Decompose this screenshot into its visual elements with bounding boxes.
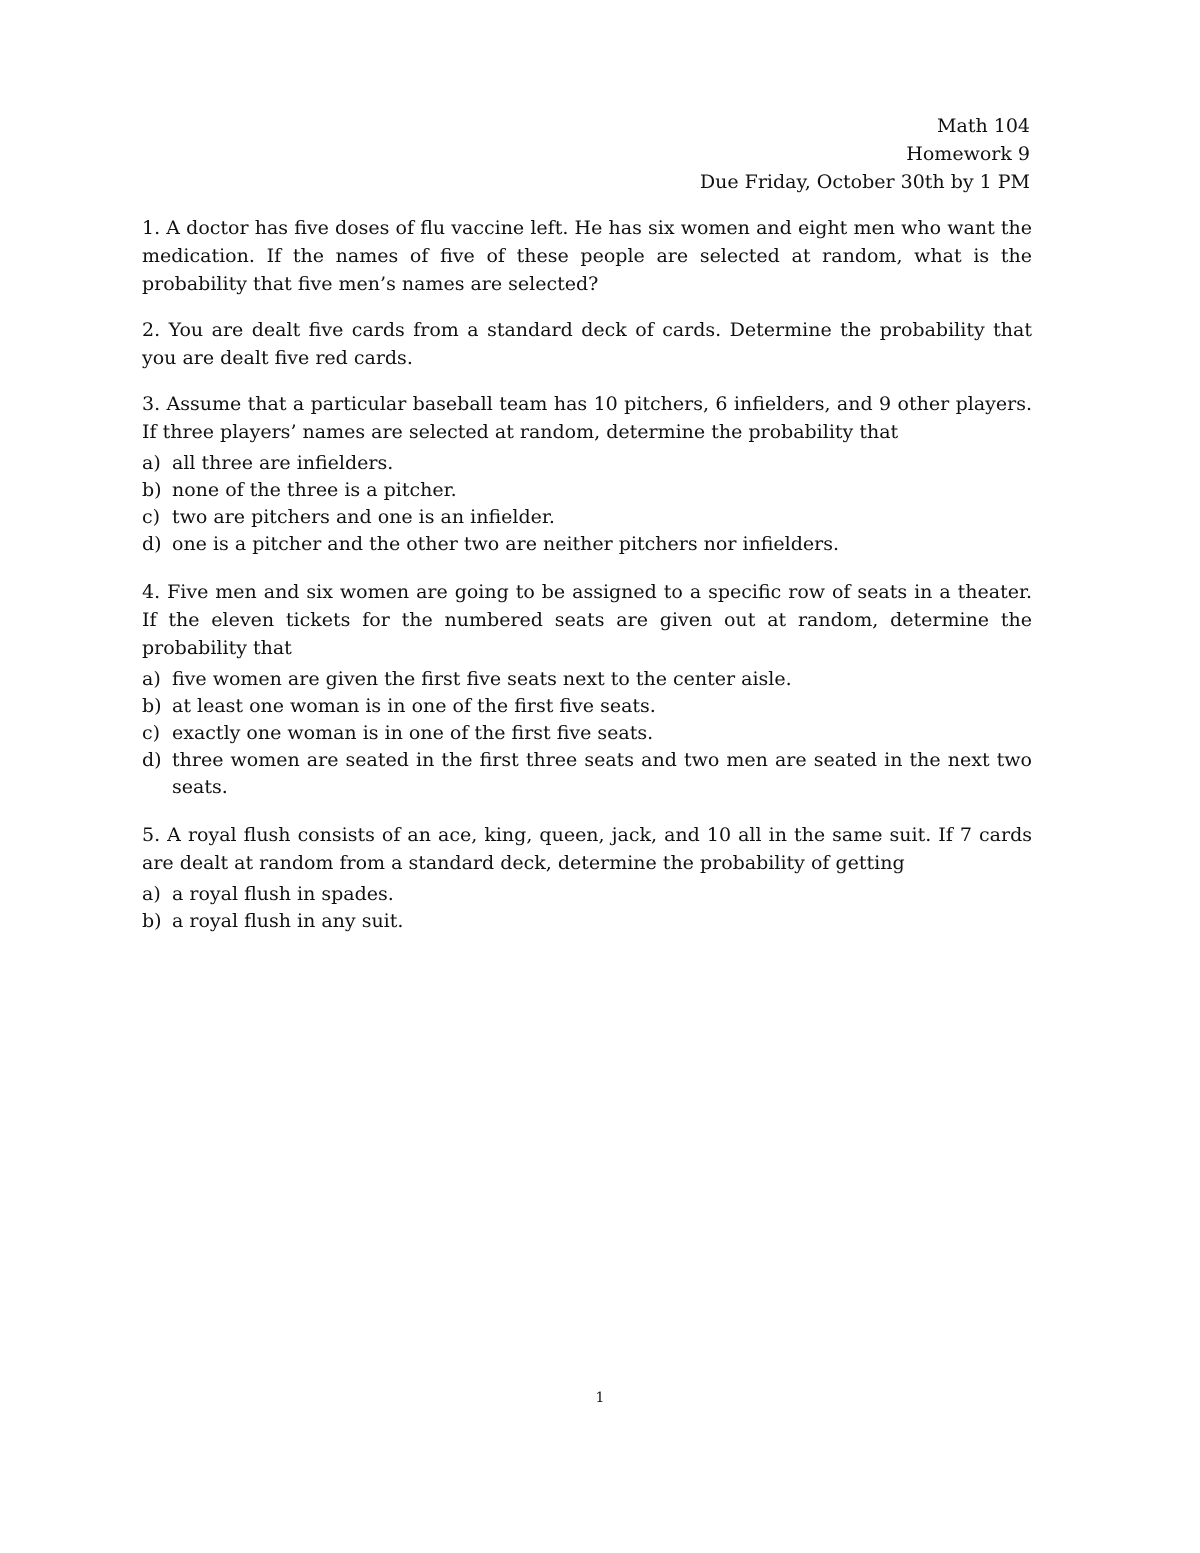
part-label: c) — [142, 506, 161, 528]
problem-2 — [142, 316, 1032, 372]
problem-3-part-b — [142, 477, 1032, 504]
document-header — [700, 112, 1030, 196]
problem-5-parts — [142, 881, 1032, 935]
part-text: at least one woman is in one of the first five seats. — [172, 695, 656, 717]
assignment-title: Homework 9 — [906, 143, 1030, 165]
problem-4-part-a — [142, 666, 1032, 693]
part-label: b) — [142, 695, 162, 717]
part-text: five women are given the first five seats next to the center aisle. — [172, 668, 792, 690]
part-text: two are pitchers and one is an infielder. — [172, 506, 555, 528]
problem-5-part-b — [142, 908, 1032, 935]
part-text: all three are infielders. — [172, 452, 394, 474]
part-text: none of the three is a pitcher. — [172, 479, 457, 501]
problem-5-text: 5. A royal flush consists of an ace, king, queen, jack, and 10 all in the same suit. If 7 cards are dealt at random from a standard deck, determine the probability of getting — [142, 824, 1032, 874]
problem-1-text: 1. A doctor has five doses of flu vaccine left. He has six women and eight men who want the medication. If the names of five of these people are selected at random, what is the probability that five men’s names are selected? — [142, 217, 1032, 295]
part-label: c) — [142, 722, 161, 744]
part-label: d) — [142, 749, 162, 771]
problem-4-parts — [142, 666, 1032, 801]
part-label: a) — [142, 452, 161, 474]
part-label: b) — [142, 479, 162, 501]
due-date: Due Friday, October 30th by 1 PM — [699, 171, 1030, 193]
problem-4-part-c — [142, 720, 1032, 747]
problem-3 — [142, 390, 1032, 558]
course-title: Math 104 — [937, 115, 1030, 137]
part-label: a) — [142, 883, 161, 905]
problem-4-part-d — [142, 747, 1032, 801]
part-label: a) — [142, 668, 161, 690]
part-label: b) — [142, 910, 162, 932]
problem-4-text: 4. Five men and six women are going to be assigned to a specific row of seats in a theater. If the eleven tickets for the numbered seats are given out at random, determine the probability that — [142, 581, 1032, 659]
problem-2-text: 2. You are dealt five cards from a standard deck of cards. Determine the probability that you are dealt five red cards. — [142, 319, 1032, 369]
part-text: a royal flush in spades. — [172, 883, 394, 905]
part-label: d) — [142, 533, 162, 555]
problem-3-parts — [142, 450, 1032, 558]
part-text: one is a pitcher and the other two are neither pitchers nor infielders. — [172, 533, 840, 555]
part-text: a royal flush in any suit. — [172, 910, 404, 932]
problem-4-part-b — [142, 693, 1032, 720]
problem-3-part-a — [142, 450, 1032, 477]
problem-3-part-d — [142, 531, 1032, 558]
part-text: exactly one woman is in one of the first five seats. — [172, 722, 654, 744]
problem-3-part-c — [142, 504, 1032, 531]
problem-5-part-a — [142, 881, 1032, 908]
problem-5 — [142, 821, 1032, 935]
problem-1 — [142, 214, 1032, 298]
problem-3-text: 3. Assume that a particular baseball team has 10 pitchers, 6 infielders, and 9 other players. If three players’ names are selected at random, determine the probability that — [142, 393, 1032, 443]
part-text: three women are seated in the first three seats and two men are seated in the next two seats. — [172, 749, 1032, 798]
problem-list — [142, 214, 1032, 935]
page-number: 1 — [595, 1390, 605, 1406]
problem-4 — [142, 578, 1032, 801]
